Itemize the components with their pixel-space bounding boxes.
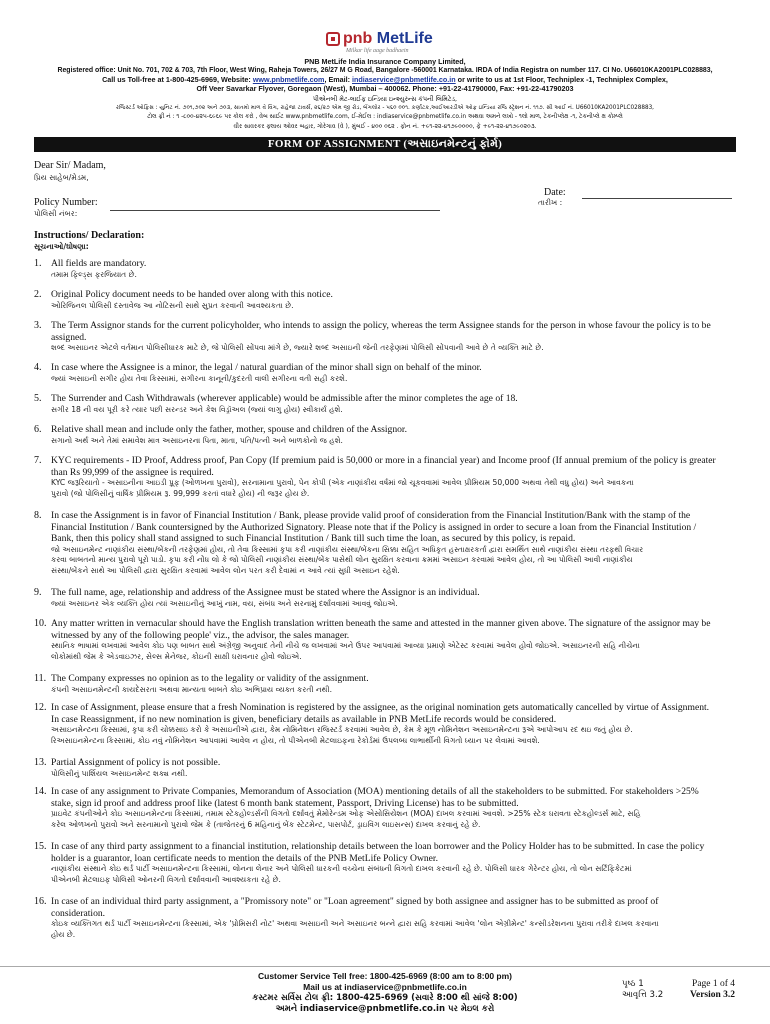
instructions-heading-gu: સૂચનાઓ/ઘોષણા: [34,242,89,251]
instruction-text-gu: કોઇક વ્યક્તિગત થર્ડ પાર્ટી અસાઇનમેન્ટના કિસ્સામાં, એક 'પ્રોમિસરી નોટ' અથવા અસાઇની અને અસાઇનર બન્ને દ્વારા સહિ કરવામાં આવેલ 'લોન એગ્રીમેન્ટ' કન્સીડરેશનના પુરાવા તરીકે દાખલ કરવાના [51,919,659,928]
instruction-text-gu: અસાઇનમેન્ટના કિસ્સામાં, કૃપા કરી ચોક્કસાઇ કરો કે અસાઇનીએ દ્વારા, કેમ નોમિનેશન રજિસ્ટર્ડ કરવામાં આવેલ છે, કેમ કે મૂળ નોમિનેશન અસાઇનમેન્ટના રૂએ આપોઆપ રદ થઇ જતું હોય છે. [51,725,633,734]
brand-tagline: Milkar life aage badhaein [346,48,409,54]
page-number-gu [622,979,663,1001]
toll-prefix: Call us Toll-free at 1-800-425-6969, Website: [102,75,253,84]
instruction-text-en: stake, sign id proof and address proof like (latest 6 month bank statement, Passport, Driving License) has to be submitted. [51,797,519,809]
instruction-text-gu: સગીર 18 ની વય પૂરી કરે ત્યાર પછી સરન્ડર અને કેશ વિડ્રૉઅલ (જ્યાં લાગુ હોય) સ્વીકાર્ય હશે. [51,404,343,414]
instruction-text-gu: કંપની અસાઇનમેન્ટની કાયદેસરતા અથવા માન્યતા બાબતે કોઇ અભિપ્રાય વ્યક્ત કરતી નથી. [51,684,333,694]
instruction-text-en: assigned. [51,331,87,343]
instruction-text-en: KYC requirements - ID Proof, Address proof, Pan Copy (If premium paid is 50,000 or more in a financial year) and Income proof (If annual premium of the policy is greater [51,455,716,466]
instruction-item [51,289,751,311]
item-number: 12. [34,702,47,713]
registered-office: Registered office: Unit No. 701, 702 & 703, 7th Floor, West Wing, Raheja Towers, 26/27 M G Road, Bangalore -560001 Karnataka. IRDA of India Registra on number 117. CI No. U66010KA2001PLC028883, [57,67,713,74]
instruction-text-gu: જ્યાં અસાઇનર એક વ્યક્તિ હોય ત્યાં અસાઇનીનું આખું નામ, વય, સંબંધ અને સરનામું દર્શાવવામાં આવવું જોઇએ. [51,598,398,608]
instruction-text-gu: શબ્દ અસાઇનર એટલે વર્તમાન પોલિસીધારક માટે છે, જે પોલિસી સોંપવા માંગે છે, જ્યારે શબ્દ અસાઇની જેની તરફેણમાં પોલિસી સોંપવાની આવે છે તે વ્યક્તિ માટે છે. [51,343,544,352]
instruction-text-gu: તમામ ફિલ્ડ્સ ફરજિયાત છે. [51,269,137,279]
form-title: FORM OF ASSIGNMENT (અસાઇનમેન્ટનું ફોર્મ) [34,137,736,152]
instruction-text-en: In case of an individual third party assignment, a "Promissory note" or "Loan agreement" signed by both assignee and assigner has to be submitted as proof of [51,896,659,907]
email-prefix: , Email: [324,75,353,84]
item-number: 14. [34,786,47,797]
instruction-text-en: In case of Assignment, please ensure that a fresh Nomination is registered by the assignee, as the original nomination gets automatically cancelled by virtue of Assignment. [51,702,710,713]
instruction-text-en: witnessed by any of the following people' viz., the advisor, the sales manager. [51,629,350,641]
instruction-text-gu: કરવા બાબતનો માન્ય પુરાવો પૂરો પાડો. કૃપા કરી નોંધ લો કે જો પોલિસી નાણાંકીય સંસ્થા/બેંક પાસેથી લોન સુરક્ષિત કરવાના ક્રમમાં અસાઇન કરવામાં આવેલ હોય, તો આ પોલિસી આવી નાણાંકીય [51,555,633,564]
instruction-text-en: In case of any third party assignment to a financial institution, relationship details between the loan borrower and the Policy Holder has to be submitted. In case the policy [51,841,705,852]
instruction-item [51,393,751,415]
instruction-item [51,702,751,746]
instruction-text-gu: જો અસાઇનમેન્ટ નાણાંકીય સંસ્થા/બેંકની તરફેણમાં હોય, તો તેવા કિસ્સામાં કૃપા કરી નાણાંકીય સંસ્થા/બેંકના સિક્કા સહિત અધિકૃત હસ્તાક્ષરકર્તા દ્વારા સમર્થિત સાથે નાણાંકીય સંસ્થા તરફથી વિચાર [51,544,644,554]
email-link[interactable]: indiaservice@pnbmetlife.co.in [352,75,456,84]
company-name: PNB MetLife India Insurance Company Limited, [304,57,466,66]
instruction-text-en: Original Policy document needs to be handed over along with this notice. [51,289,333,300]
guj-mumbai-address: વીર સાવરકર ફ્લાય ઓવર બહાર, ગોરેગાવ (વે ), મુંબઈ - ૪૦૦ ૦૬૨ . ફોન નં. +૯૧-૨૨-૪૧૭૯૦૦૦૦, ફે +૯૧-૨૨-૪૧૭૯૦૨૦૩. [233,123,537,130]
instruction-text-en: holder is a guarantor, loan certificate needs to mention the details of the PNB MetLife Policy Owner. [51,852,438,864]
instruction-text-en: The Term Assignor stands for the current policyholder, who intends to assign the policy, whereas the term Assignee stands for the person in whose favour the policy is to be [51,320,711,331]
page-number [690,979,735,1001]
page-label-gu: પૃષ્ઠ 1 [622,979,644,989]
item-number: 5. [34,393,42,404]
instruction-text-gu: સંસ્થા/બેંકને સાથે આ પોલિસી દ્વારા સુરક્ષિત કરવામાં આવેલ લોન પરત કરી દેવામાં ન આવે ત્યાં સુધી અસાઇન રહેશે. [51,565,400,575]
toll-suffix: or write to us at 1st Floor, Techniplex -1, Techniplex Complex, [455,75,668,84]
instruction-text-en: In case of any assignment to Private Companies, Memorandum of Association (MOA) mentioning details of all the stakeholders to be submitted. For stakeholders >25% [51,786,699,797]
date-label-gu: તારીખ : [538,198,563,207]
instruction-item [51,510,751,576]
pnb-metlife-logo [326,30,433,48]
website-link[interactable]: www.pnbmetlife.com [252,75,325,84]
item-number: 2. [34,289,42,300]
instruction-text-gu: ઓરિજિનલ પોલિસી દસ્તાવેજ આ નોટિસની સાથે સુપ્રત કરવાની આવશ્યકતા છે. [51,300,294,310]
instruction-item [51,362,751,384]
pnb-logo-icon [326,32,340,46]
mumbai-address: Off Veer Savarkar Flyover, Goregaon (West), Mumbai – 400062. Phone: +91-22-41790000, Fax: +91-22-41790203 [196,84,574,93]
instructions-heading: Instructions/ Declaration: [34,230,145,241]
instruction-text-en: Partial Assignment of policy is not possible. [51,757,221,768]
policy-number-field[interactable] [110,210,440,211]
item-number: 7. [34,455,42,466]
salutation-gu: પ્રિય સાહેબ/મેડમ, [34,173,89,182]
instruction-text-en: In case where the Assignee is a minor, the legal / natural guardian of the minor shall sign on behalf of the minor. [51,362,482,373]
item-number: 4. [34,362,42,373]
item-number: 10. [34,618,47,629]
brand-pnb: pnb [343,30,373,47]
instruction-item [51,424,751,446]
instruction-text-en: In case the Assignment is in favor of Financial Institution / Bank, please provide valid proof of consideration from the Financial Institution/Bank with the stamp of the [51,510,691,521]
footer-divider [0,966,770,967]
version-label-gu: આવૃત્તિ 3.2 [622,990,664,1000]
instruction-text-en: Bank, then this policy shall stand assigned to such Financial Institution / Bank till such time the loan, as secured by this policy, is repaid. [51,533,576,544]
instruction-text-en: The Company expresses no opinion as to the legality or validity of the assignment. [51,673,369,684]
instruction-text-en: The full name, age, relationship and address of the Assignee must be stated where the Assignor is an individual. [51,587,480,598]
item-number: 13. [34,757,47,768]
instruction-item [51,258,751,280]
brand-metlife: MetLife [372,30,433,47]
policy-number-label-gu: પોલિસી નંબર: [34,209,78,218]
instruction-item [51,587,751,609]
item-number: 3. [34,320,42,331]
instruction-text-en: In case Reassignment, if no new nomination is given, beneficiary details as available in PNB MetLife records would be considered. [51,713,557,725]
salutation-en: Dear Sir/ Madam, [34,160,106,171]
instruction-item [51,896,751,940]
instruction-item [51,841,751,885]
version-label: Version 3.2 [690,990,736,1000]
date-field[interactable] [582,198,732,199]
instruction-text-gu: પીએનબી મેટલાઇફ પોલિસી ઓનરની વિગતો દર્શાવવાની આવશ્યકતા રહે છે. [51,874,281,884]
guj-registered-office: રજિસ્ટર્ડ ઓફિસ : યુનિટ નં. ૭૦૧,૭૦૨ અને ૭૦૩, સાતમો માળ વે વિંગ, રાહેજા ટાવર્સ, ૨૬/૨૭ એમ જી રોડ, બેંગલોર - ૫૬૦ ૦૦૧. કર્ણાટક,આઈઆરડીએ ઓફ ઇન્ડિયા રજિ સ્ટ્રેશન નં. ૧૧૭. સી આઈ નં. U66010KA2001PLC028883, [116,105,654,111]
instruction-text-gu: નાણાંકીય સંસ્થાને કોઇ થર્ડ પાર્ટી અસાઇનમેન્ટના કિસ્સામાં, લોનના લેનાર અને પોલિસી ધારકની વચ્ચેના સંબંધની વિગતો દાખલ કરવાની રહે છે. પોલિસી ધારક ગેરેન્ટર હોય, તો લોન સર્ટિફિકેટમાં [51,864,632,873]
instruction-text-gu: પોલિસીનું પાર્શિયલ અસાઇનમેન્ટ શક્ય નથી. [51,768,188,778]
policy-number-label: Policy Number: [34,197,98,208]
item-number: 11. [34,673,47,684]
date-label: Date: [544,187,566,198]
instruction-text-gu: લોકોમાંથી જેમ કે એડવાઇઝર, સેલ્સ મેનેજર, કોઇની સાક્ષી ધરાવનાર હોવો જોઇએ. [51,651,302,661]
instruction-text-gu: સ્થાનિક ભાષામાં લખવામાં આવેલ કોઇ પણ બાબત સાથે અંગ્રેજી અનુવાદ તેની નીચે જ લખવામાં અને ઉપર આપવામાં આવ્યા પ્રમાણે એટેસ્ટ કરવામાં આવેલ હોવો જોઇએ. અસાઇનરની સહિ નીચેના [51,641,640,650]
footer-mail: Mail us at indiaservice@pnbmetlife.co.in [303,982,467,992]
item-number: 6. [34,424,42,435]
instruction-text-gu: રિઅસાઇનમેન્ટના કિસ્સામાં, કોઇ નવું નોમિનેશન આપવામાં આવેલ ન હોય, તો પીએનબી મેટલાઇફના રેકોર્ડમાં ઉપલબ્ધ લાભાર્થીની વિગતો ધ્યાન પર લેવામાં આવશે. [51,735,540,745]
instruction-text-en: All fields are mandatory. [51,258,147,269]
page-label: Page 1 of 4 [692,979,736,989]
guj-contact-line: ટોલ ફ્રી નં : ૧ -૮૦૦-૪૨૫-૬૯૬૯ પર કોલ કરો , વેબ સાઈટ www.pnbmetlife.com, ઈ-મેઈલ : indiaservice@pnbmetlife.co.in અથવા અમને લખો - ૧લો માળ, ટેકનીપ્લેક્ષ -૧, ટેકનીપ્લે ક્ષ કોમ્પ્લે [147,114,623,120]
instruction-item [51,673,751,695]
instruction-text-en: The Surrender and Cash Withdrawals (wherever applicable) would be admissible after the minor completes the age of 18. [51,393,518,404]
instruction-text-gu: KYC જરૂરિયાતો - અસાઇનીના આઇડી પ્રૂફ (ઓળખના પુરાવો), સરનામાના પુરાવો, પેન કોપી (એક નાણાંકીય વર્ષમાં જો ચૂકવવામાં આવેલ પ્રીમિયમ 50,000 અથવા તેથી વધુ હોય) અને આવકના [51,478,634,487]
item-number: 8. [34,510,42,521]
instruction-item [51,618,751,662]
instruction-item [51,455,751,499]
footer-toll-free-gu: કસ્ટમર સર્વિસ ટોલ ફ્રી: 1800-425-6969 (સવારે 8:00 થી સાંજે 8:00) [252,993,518,1003]
instruction-text-en: consideration. [51,907,106,919]
footer-mail-gu: અમને indiaservice@pnbmetlife.co.in પર મેઇલ કરો [275,1004,495,1014]
contact-line [0,75,770,84]
instruction-item [51,757,751,779]
instruction-text-gu: પ્રાઇવેટ કંપનીઓને કોઇ અસાઇનમેન્ટના કિસ્સામાં, તમામ સ્ટેકહોલ્ડર્સની વિગતો દર્શાવતું મેમોરેન્ડમ ઓફ એસોસિયેશન (MOA) દાખલ કરવામાં આવશે. >25% સ્ટેક ધરાવતા સ્ટેકહોલ્ડર્સ માટે, સહિ [51,809,641,818]
instruction-text-gu: કરેલ ઓળખનો પુરાવો અને સરનામાનો પુરાવો જેમ કે (તાજેતરનું 6 મહિનાનું બેંક સ્ટેટમેન્ટ, પાસપોર્ટ, ડ્રાઇવિંગ લાઇસન્સ) દાખલ કરવાનું રહે છે. [51,819,481,829]
instruction-text-en: Financial Institution / Bank countersigned by the Authorized Signatory. Please note that if the Policy is assigned in order to secure a loan from the Financial Institution / [51,521,697,533]
instruction-text-gu: સગાનો અર્થ અને તેમાં સમાવેશ માત્ર અસાઇનરના પિતા, માતા, પતિ/પત્ની અને બાળકોનો જ હશે. [51,435,343,445]
instruction-text-gu: જ્યાં અસાઇની સગીર હોય તેવા કિસ્સામાં, સગીરના કાનૂની/કુદરતી વાલી સગીરના વતી સહી કરશે. [51,373,348,383]
instruction-item [51,320,751,354]
instruction-text-gu: હોય છે. [51,929,76,939]
instruction-text-en: Relative shall mean and include only the father, mother, spouse and children of the Assignor. [51,424,407,435]
item-number: 16. [34,896,47,907]
item-number: 15. [34,841,47,852]
instruction-text-en: than Rs 99,999 of the assignee is required. [51,466,214,478]
guj-company-name: પીએનબી મેટ-લાઈફ ઇન્ડિયા ઇન્શ્યુરન્સ કંપની લિમિટેડ, [312,95,458,103]
footer-toll-free: Customer Service Tell free: 1800-425-6969 (8:00 am to 8:00 pm) [257,971,513,981]
instruction-text-en: Any matter written in vernacular should have the English translation written beneath the same and attested in the manner given above. The signature of the assignor may be [51,618,711,629]
item-number: 1. [34,258,42,269]
item-number: 9. [34,587,42,598]
instruction-text-gu: પુરાવો (જો પોલિસીનું વાર્ષિક પ્રીમિયમ રૂ. 99,999 કરતાં વધારે હોય) ની જરૂર હોય છે. [51,488,310,498]
instruction-item [51,786,751,830]
